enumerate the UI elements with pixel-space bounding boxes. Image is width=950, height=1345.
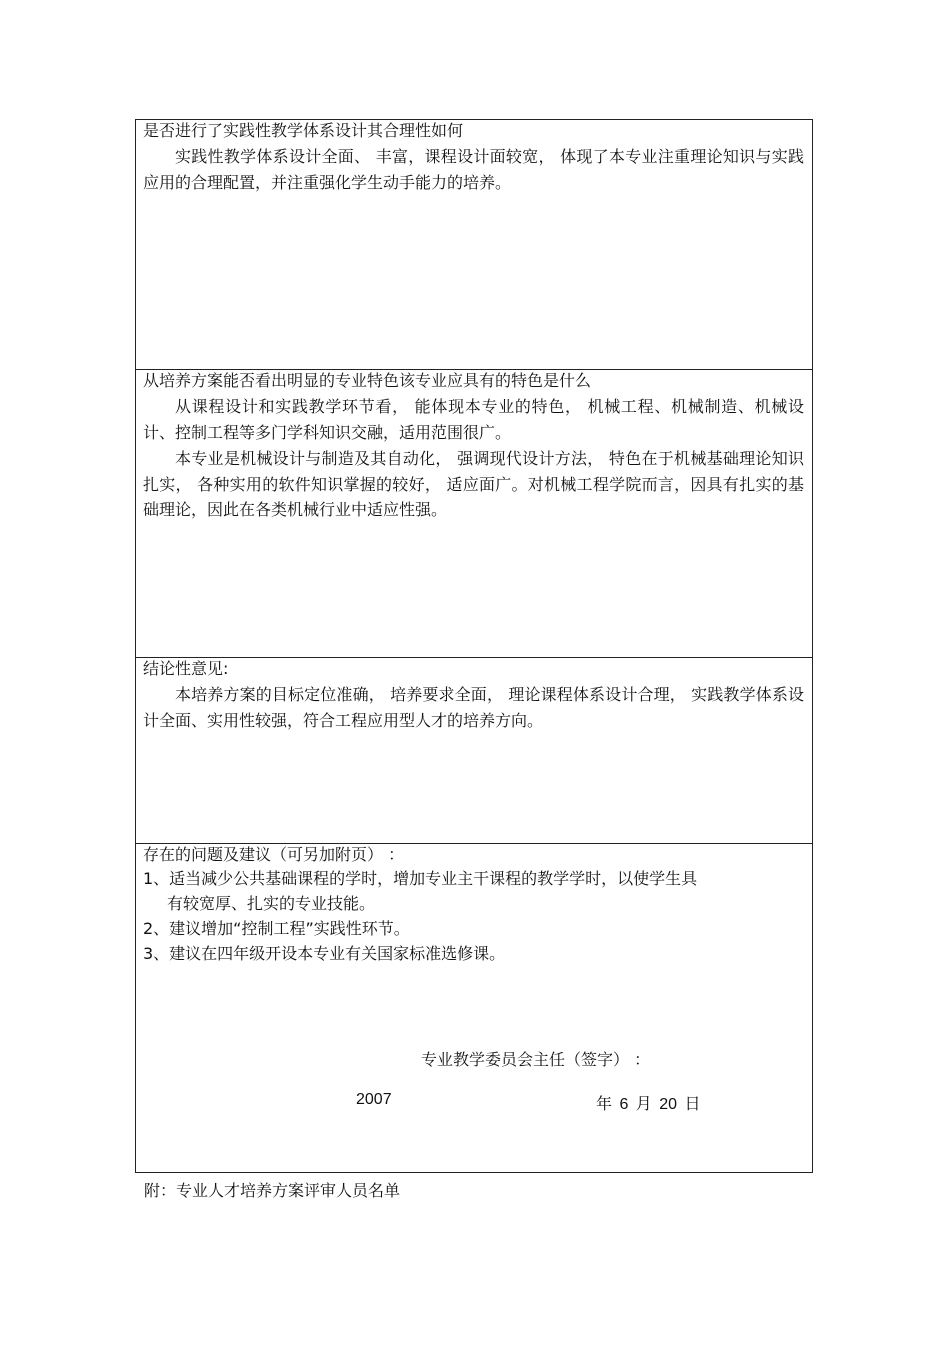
section-answer: 从课程设计和实践教学环节看， 能体现本专业的特色， 机械工程、机械制造、机械设计、控制工程等多门学科知识交融，适用范围很广。	[143, 397, 804, 442]
section-question: 结论性意见:	[143, 659, 229, 678]
date-year: 2007	[356, 1091, 392, 1108]
suggestion-item: 1、适当减少公共基础课程的学时，增加专业主干课程的教学学时，以使学生具	[143, 869, 698, 888]
issues-suggestions-section	[136, 844, 812, 1172]
appendix-note: 附：专业人才培养方案评审人员名单	[144, 1181, 401, 1200]
practice-system-section	[136, 120, 812, 370]
suggestion-item-continuation: 有较宽厚、扎实的专业技能。	[167, 894, 376, 913]
signature-label: 专业教学委员会主任（签字） ：	[421, 1050, 651, 1069]
section-question: 从培养方案能否看出明显的专业特色该专业应具有的特色是什么	[143, 371, 592, 390]
review-form-table	[135, 119, 813, 1173]
section-answer: 本培养方案的目标定位准确， 培养要求全面， 理论课程体系设计合理， 实践教学体系设计全面、实用性较强，符合工程应用型人才的培养方向。	[143, 685, 804, 730]
conclusion-section	[136, 658, 812, 844]
specialty-features-section	[136, 370, 812, 658]
section-answer: 实践性教学体系设计全面、 丰富，课程设计面较宽， 体现了本专业注重理论知识与实践应用的合理配置，并注重强化学生动手能力的培养。	[143, 147, 804, 192]
section-answer: 本专业是机械设计与制造及其自动化， 强调现代设计方法， 特色在于机械基础理论知识扎实， 各种实用的软件知识掌握的较好， 适应面广。对机械工程学院而言，因具有扎实的基础理论，因此在各类机械行业中适应性强。	[143, 449, 804, 519]
date-month-day: 年 6 月 20 日	[596, 1096, 701, 1113]
section-question: 存在的问题及建议（可另加附页） ：	[143, 845, 405, 864]
section-question: 是否进行了实践性教学体系设计其合理性如何	[143, 121, 464, 140]
suggestion-item: 2、建议增加“控制工程”实践性环节。	[143, 919, 410, 938]
suggestion-item: 3、建议在四年级开设本专业有关国家标准选修课。	[143, 944, 506, 963]
